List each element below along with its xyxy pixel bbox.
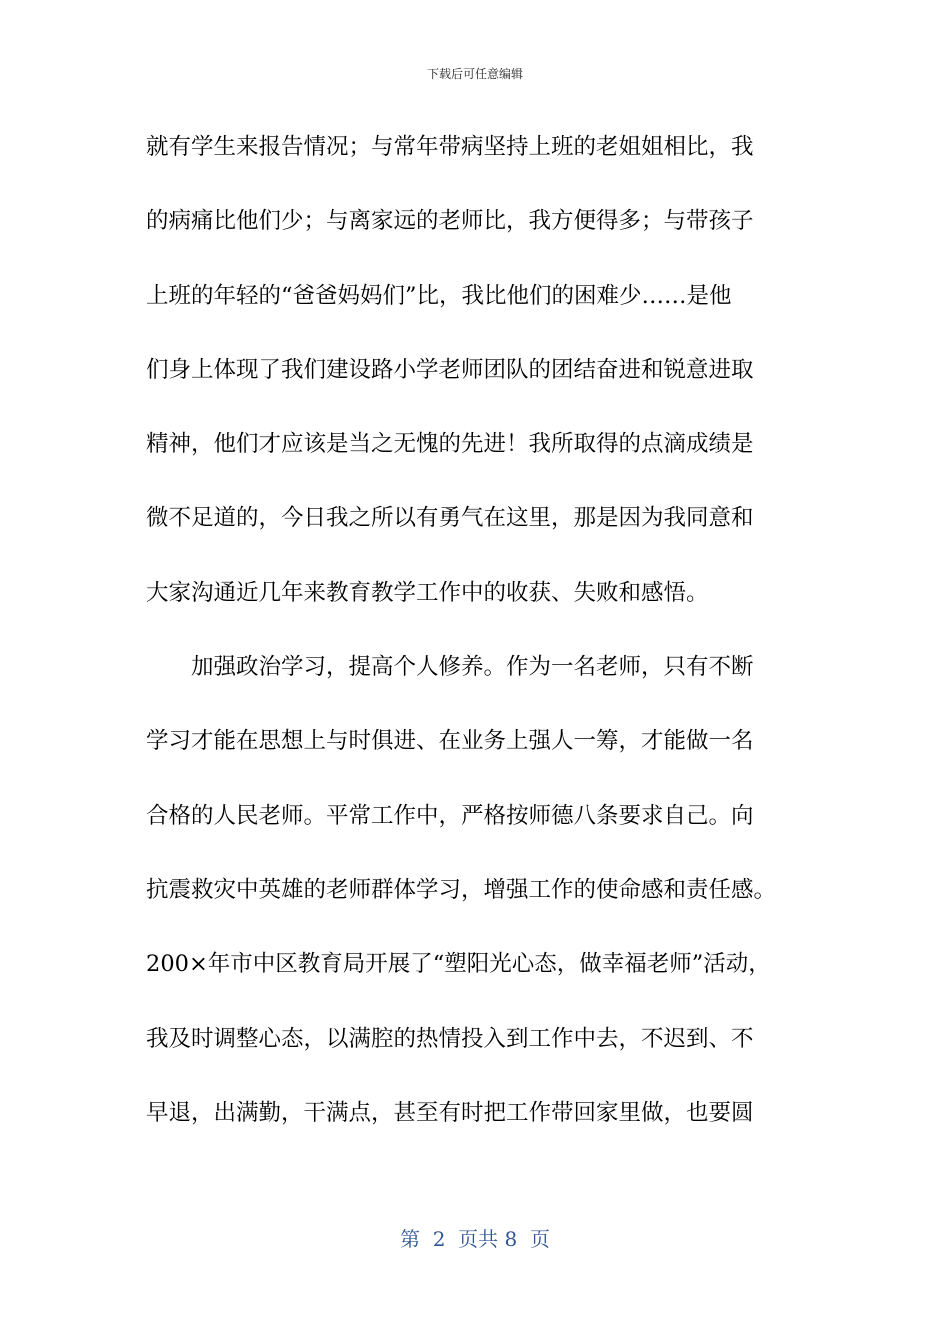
text-line: 200×年市中区教育局开展了“塑阳光心态，做幸福老师”活动， bbox=[146, 951, 771, 978]
document-body bbox=[146, 128, 806, 1168]
text-line: 上班的年轻的“爸爸妈妈们”比，我比他们的困难少……是他 bbox=[146, 282, 732, 309]
text-line: 抗震救灾中英雄的老师群体学习，增强工作的使命感和责任感。 bbox=[146, 876, 777, 903]
text-line: 们身上体现了我们建设路小学老师团队的团结奋进和锐意进取 bbox=[146, 356, 754, 383]
text-line: 的病痛比他们少；与离家远的老师比，我方便得多；与带孩子 bbox=[146, 208, 754, 235]
text-line: 大家沟通近几年来教育教学工作中的收获、失败和感悟。 bbox=[146, 579, 709, 606]
text-line: 微不足道的，今日我之所以有勇气在这里，那是因为我同意和 bbox=[146, 505, 754, 532]
page-header-note: 下载后可任意编辑 bbox=[426, 67, 523, 81]
text-line: 合格的人民老师。平常工作中，严格按师德八条要求自己。向 bbox=[146, 802, 754, 829]
text-line: 就有学生来报告情况；与常年带病坚持上班的老姐姐相比，我 bbox=[146, 134, 754, 160]
paragraph-start-line: 加强政治学习，提高个人修养。作为一名老师，只有不断 bbox=[191, 654, 754, 681]
text-line: 我及时调整心态，以满腔的热情投入到工作中去，不迟到、不 bbox=[146, 1025, 754, 1052]
text-line: 学习才能在思想上与时俱进、在业务上强人一筹，才能做一名 bbox=[146, 728, 754, 755]
text-line: 早退，出满勤，干满点，甚至有时把工作带回家里做，也要圆 bbox=[146, 1099, 754, 1126]
text-line: 精神，他们才应该是当之无愧的先进！我所取得的点滴成绩是 bbox=[146, 431, 754, 458]
page-number-footer: 第 2 页共 8 页 bbox=[400, 1227, 550, 1251]
